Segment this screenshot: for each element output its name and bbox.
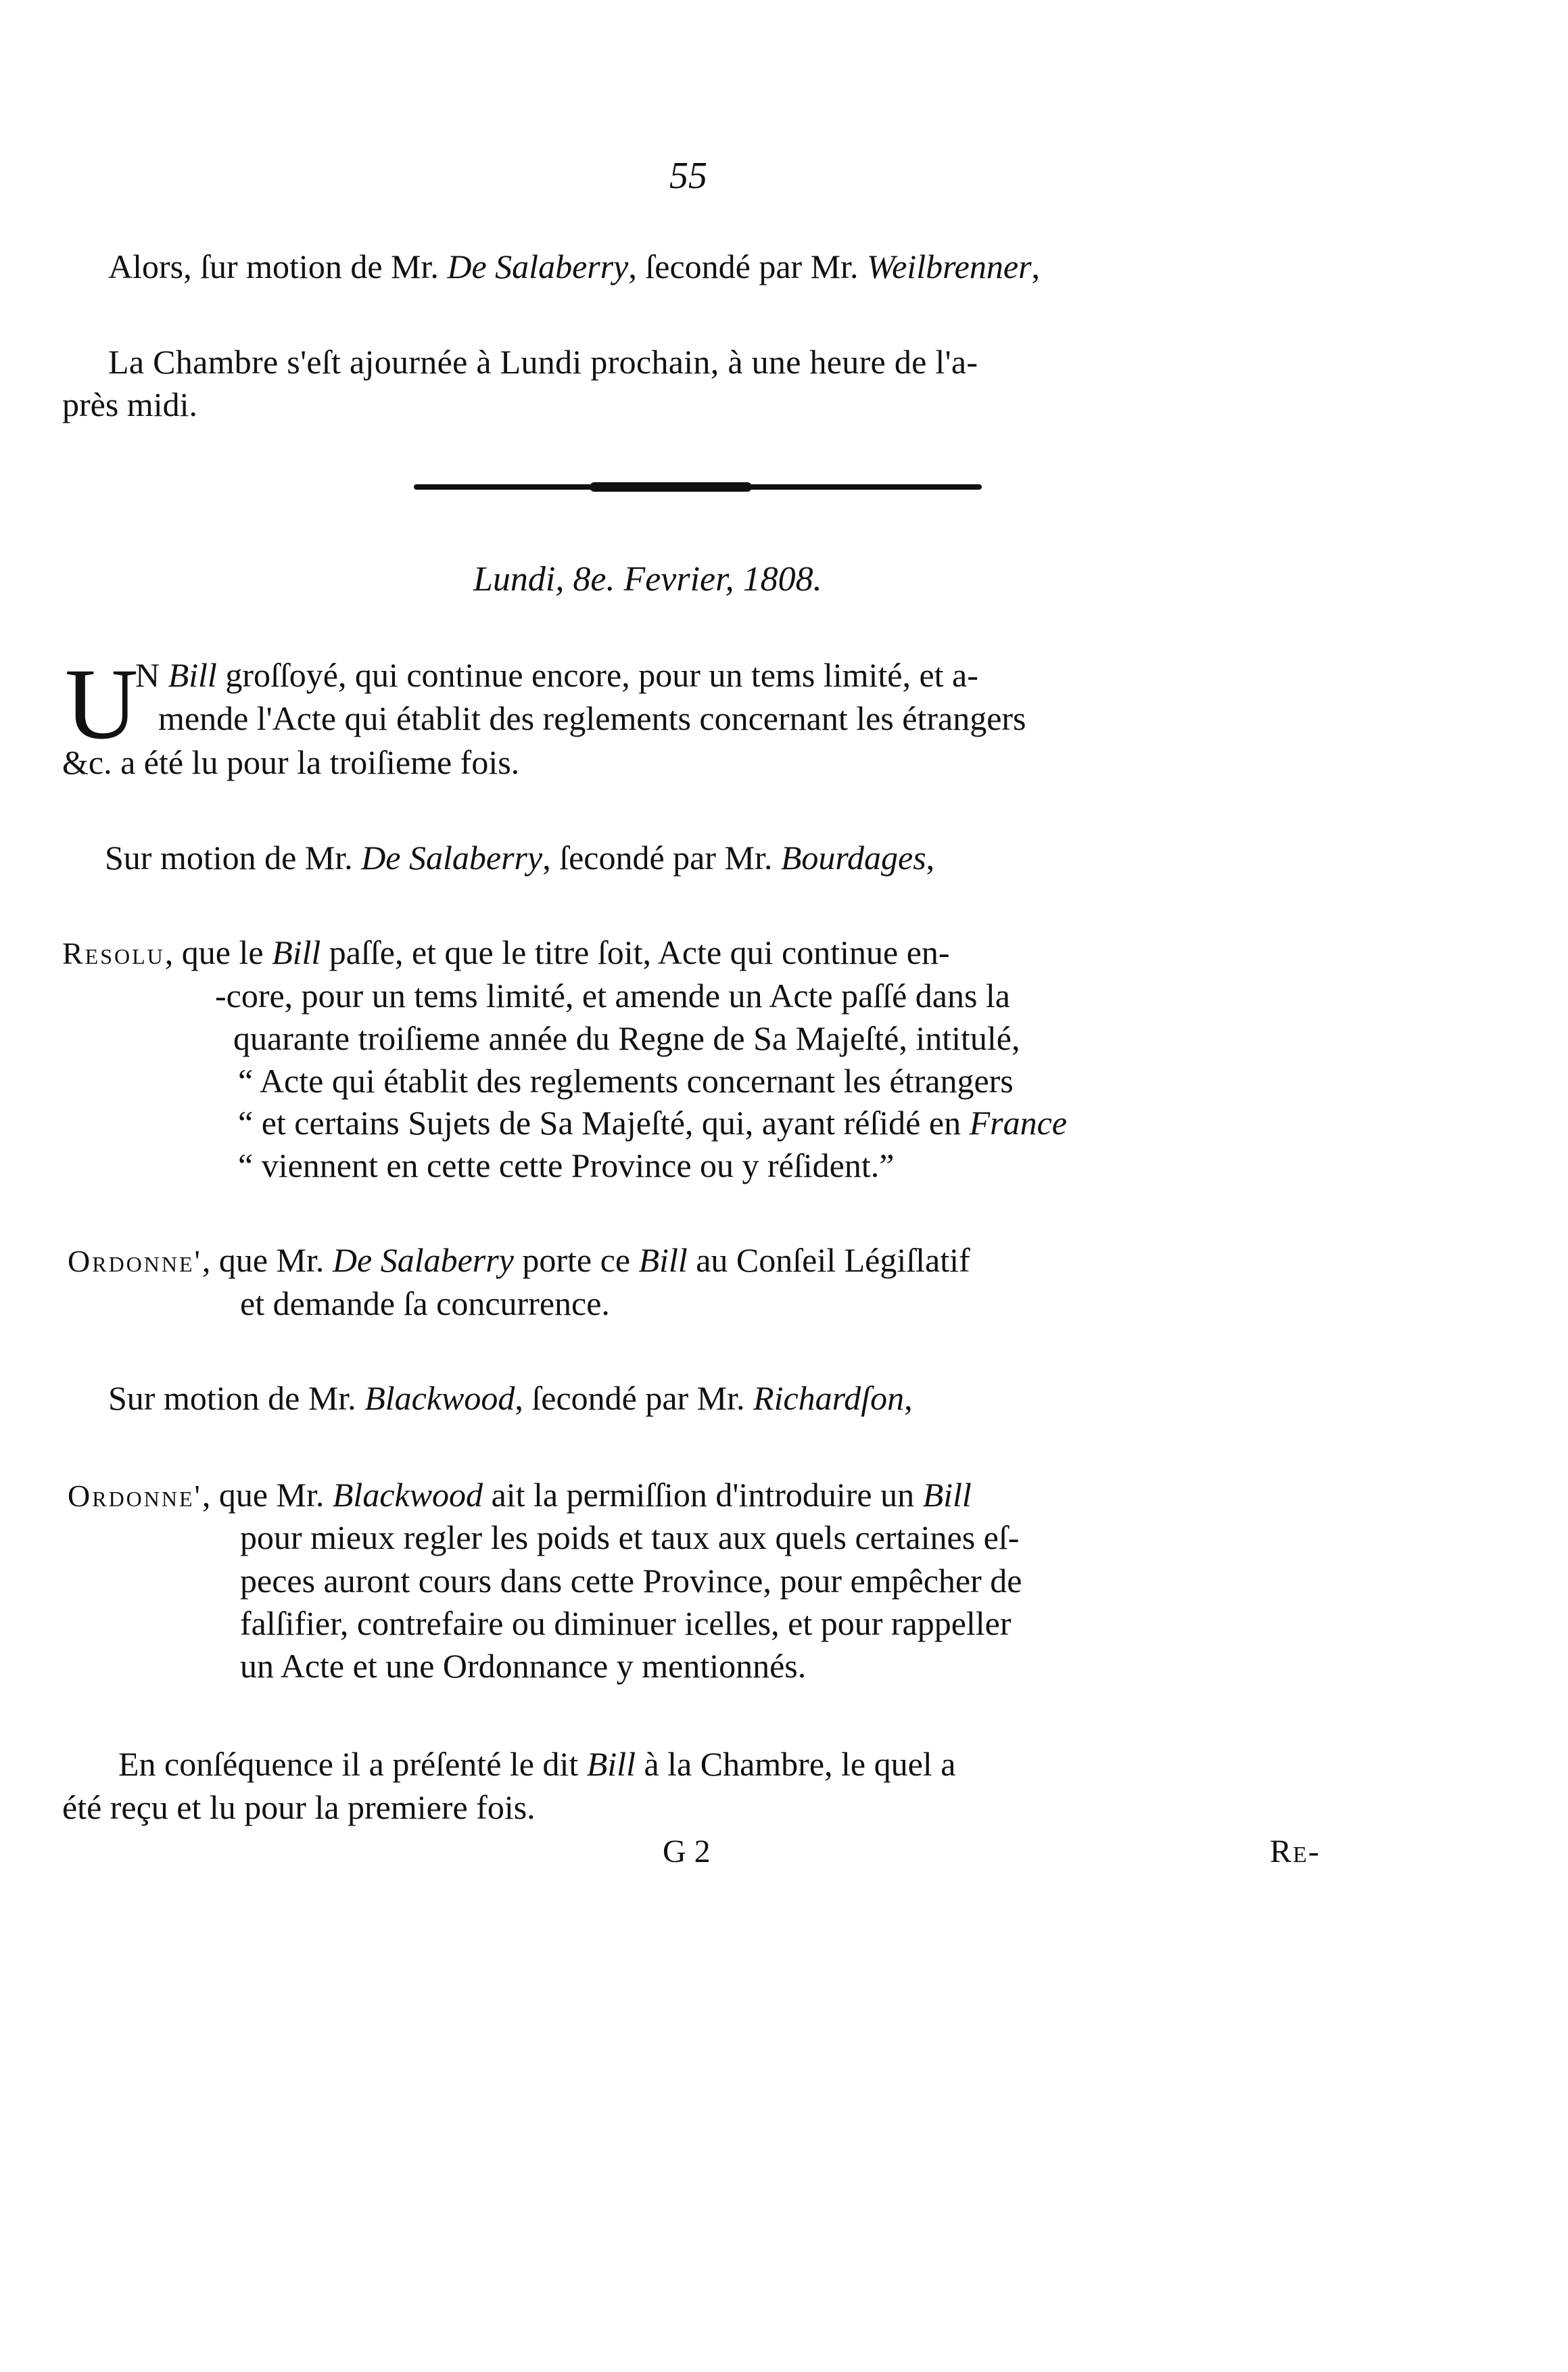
paragraph-ordonne-1-line-2: et demande ſa concurrence.	[240, 1284, 610, 1322]
paragraph-resolu-line-1	[62, 932, 950, 974]
text: N	[135, 656, 168, 694]
text: Alors, ſur motion de Mr.	[108, 248, 448, 285]
text: , que le	[164, 933, 272, 971]
paragraph-ordonne-1-line-1	[68, 1240, 970, 1282]
text: , que Mr.	[201, 1241, 333, 1279]
text: ait la permiſſion d'introduire un	[483, 1476, 923, 1514]
paragraph-consequence-line-2: été reçu et lu pour la premiere fois.	[62, 1788, 536, 1826]
text: Sur motion de Mr.	[108, 1379, 365, 1417]
catchword: Re-	[1270, 1834, 1321, 1869]
text: ,	[1031, 248, 1041, 285]
section-divider	[414, 484, 982, 490]
bill-word: Bill	[922, 1476, 972, 1514]
bill-word: Bill	[638, 1241, 688, 1279]
text: , ſecondé par Mr.	[515, 1379, 754, 1417]
text: à la Chambre, le quel a	[635, 1745, 956, 1783]
text: ,	[926, 839, 935, 877]
place-name: France	[969, 1104, 1067, 1142]
signature-mark: G 2	[663, 1834, 711, 1869]
paragraph-resolu-line-3: quarante troiſieme année du Regne de Sa Majeſté, intitulé,	[233, 1019, 1020, 1057]
paragraph-resolu-line-4: “ Acte qui établit des reglements concernant les étrangers	[238, 1062, 1014, 1100]
text: “ et certains Sujets de Sa Majeſté, qui, ayant réſidé en	[238, 1104, 970, 1142]
paragraph-ordonne-2-line-3: peces auront cours dans cette Province, pour empêcher de	[240, 1562, 1022, 1600]
text: , ſecondé par Mr.	[542, 839, 781, 877]
text: , que Mr.	[201, 1476, 333, 1514]
paragraph-motion-line-3	[108, 1378, 913, 1418]
text: au Conſeil Légiſlatif	[687, 1241, 970, 1279]
text: paſſe, et que le titre ſoit, Acte qui continue en-	[320, 933, 950, 971]
name-mover: De Salaberry	[361, 839, 543, 877]
paragraph-adjourn-line-1: La Chambre s'eſt ajournée à Lundi prochain, à une heure de l'a-	[108, 343, 978, 381]
name-seconder: Bourdages	[780, 839, 926, 877]
ordonne-label: Ordonne'	[68, 1479, 202, 1513]
paragraph-resolu-line-5	[238, 1102, 1067, 1143]
name-seconder: Weilbrenner	[867, 248, 1032, 285]
paragraph-adjourn-line-2: près midi.	[62, 386, 197, 423]
paragraph-bill-line-2: mende l'Acte qui établit des reglements concernant les étrangers	[158, 699, 1026, 737]
paragraph-motion-line	[108, 246, 1040, 287]
bill-word: Bill	[586, 1745, 636, 1783]
text: ,	[904, 1379, 913, 1417]
name-mover: De Salaberry	[332, 1241, 514, 1279]
text: groſſoyé, qui continue encore, pour un tems limité, et a-	[216, 656, 978, 694]
paragraph-ordonne-2-line-4: falſifier, contrefaire ou diminuer icelles, et pour rappeller	[240, 1604, 1012, 1642]
drop-cap: U	[65, 648, 139, 760]
paragraph-bill-line-3: &c. a été lu pour la troiſieme fois.	[62, 743, 520, 781]
paragraph-motion-line-2	[105, 837, 934, 878]
paragraph-ordonne-2-line-2: pour mieux regler les poids et taux aux quels certaines eſ-	[240, 1518, 1020, 1556]
text: , ſecondé par Mr.	[628, 248, 868, 285]
paragraph-ordonne-2-line-5: un Acte et une Ordonnance y mentionnés.	[240, 1647, 807, 1685]
text: Sur motion de Mr.	[105, 839, 362, 877]
paragraph-resolu-line-2: -core, pour un tems limité, et amende un Acte paſſé dans la	[215, 977, 1011, 1015]
paragraph-ordonne-2-line-1	[68, 1474, 972, 1516]
bill-word: Bill	[168, 656, 217, 694]
resolu-label: Resolu	[62, 936, 165, 971]
paragraph-resolu-line-6: “ viennent en cette cette Province ou y réſident.”	[238, 1146, 895, 1184]
bill-word: Bill	[272, 933, 321, 971]
name-mover: Blackwood	[364, 1379, 515, 1417]
page-number: 55	[669, 155, 707, 197]
session-date: Lundi, 8e. Fevrier, 1808.	[473, 560, 822, 599]
paragraph-bill-line-1	[135, 655, 978, 695]
text: En conſéquence il a préſenté le dit	[118, 1745, 587, 1783]
name-mover: Blackwood	[332, 1476, 483, 1514]
text: porte ce	[513, 1241, 639, 1279]
name-mover: De Salaberry	[447, 248, 629, 285]
paragraph-consequence-line-1	[118, 1744, 955, 1784]
ordonne-label: Ordonne'	[68, 1244, 202, 1278]
name-seconder: Richardſon	[753, 1379, 905, 1417]
